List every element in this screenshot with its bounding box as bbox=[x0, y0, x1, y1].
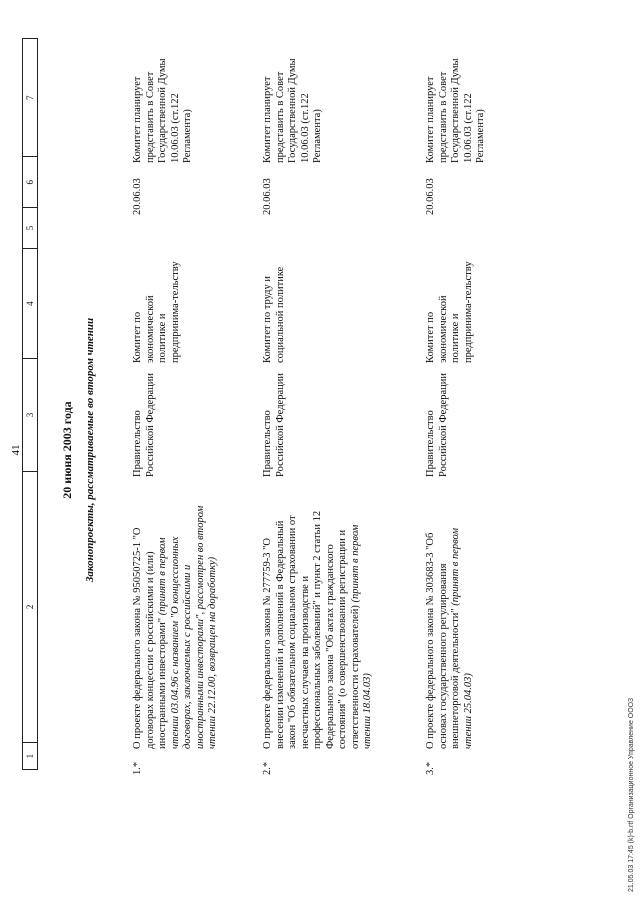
date-heading: 20 июня 2003 года bbox=[60, 401, 74, 499]
page-number: 41 bbox=[10, 444, 22, 456]
column-header-4: 4 bbox=[23, 248, 37, 358]
bill-reading-note: (принят в первом чтении 18.04.03) bbox=[349, 524, 373, 749]
consideration-date: 20.06.03 bbox=[262, 178, 273, 215]
responsible-committee: Комитет по экономической политике и предпринима-тельству bbox=[132, 261, 181, 363]
bill-reading-note: (принят в первом чтении 25.04.03) bbox=[450, 527, 474, 749]
row-number: 1.* bbox=[132, 761, 143, 775]
bill-title: О проекте федерального закона № 277759-3 "О внесении изменений и дополнений в Федеральный закон "Об обязательном социальном страховании от несчастных случаев на производстве и профессиональных заболеваний" и пункт 2 статьи 12 Федерального закона "Об актах гражданского состояния" (о совершенствовании регистрации и ответственности страхователей) bbox=[262, 510, 361, 749]
row-number: 3.* bbox=[425, 761, 436, 775]
document-footer: 21.05.03 17:45 (k)-b.rtf Организационное Управление ООО3 bbox=[628, 697, 635, 892]
row-number: 2.* bbox=[262, 761, 273, 775]
responsible-committee: Комитет по экономической политике и предпринима-тельству bbox=[425, 261, 474, 363]
bill-reading-note: (принят в первом чтении 03.04.96 с названием "О концессионных договорах, заключаемых с российскими и иностранными инвесторами", рассмотрен во втором чтении 22.12.00, возвращен на доработку) bbox=[157, 505, 218, 749]
committee-plan: Комитет планирует представить в Совет Государственной Думы 10.06.03 (ст.122 Регламента) bbox=[262, 58, 323, 163]
section-heading: Законопроекты, рассматриваемые во втором чтении bbox=[84, 317, 96, 583]
consideration-date: 20.06.03 bbox=[132, 178, 143, 215]
committee-plan: Комитет планирует представить в Совет Государственной Думы 10.06.03 (ст.122 Регламента) bbox=[425, 58, 486, 163]
responsible-committee: Комитет по труду и социальной политике bbox=[262, 266, 286, 363]
column-header-2: 2 bbox=[23, 471, 37, 743]
column-header-7: 7 bbox=[25, 95, 35, 100]
bill-title: О проекте федерального закона № 95050725-1 "О договорах концессии с российскими и (или) иностранными инвесторами" bbox=[132, 527, 168, 749]
committee-plan: Комитет планирует представить в Совет Государственной Думы 10.06.03 (ст.122 Регламента) bbox=[132, 58, 193, 163]
bill-initiator: Правительство Российской Федерации bbox=[425, 373, 449, 477]
bill-description bbox=[425, 504, 475, 749]
bill-initiator: Правительство Российской Федерации bbox=[132, 373, 156, 477]
bill-description bbox=[132, 504, 220, 749]
column-number-header bbox=[22, 38, 38, 770]
column-header-5: 5 bbox=[23, 207, 37, 248]
consideration-date: 20.06.03 bbox=[425, 178, 436, 215]
bill-initiator: Правительство Российской Федерации bbox=[262, 373, 286, 477]
column-header-3: 3 bbox=[23, 358, 37, 470]
bill-description bbox=[262, 504, 375, 749]
column-header-6: 6 bbox=[23, 156, 37, 207]
column-header-1: 1 bbox=[23, 742, 37, 769]
bill-title: О проекте федерального закона № 303683-3 "Об основах государственного регулирования внешнеторговой деятельности" bbox=[425, 532, 461, 749]
